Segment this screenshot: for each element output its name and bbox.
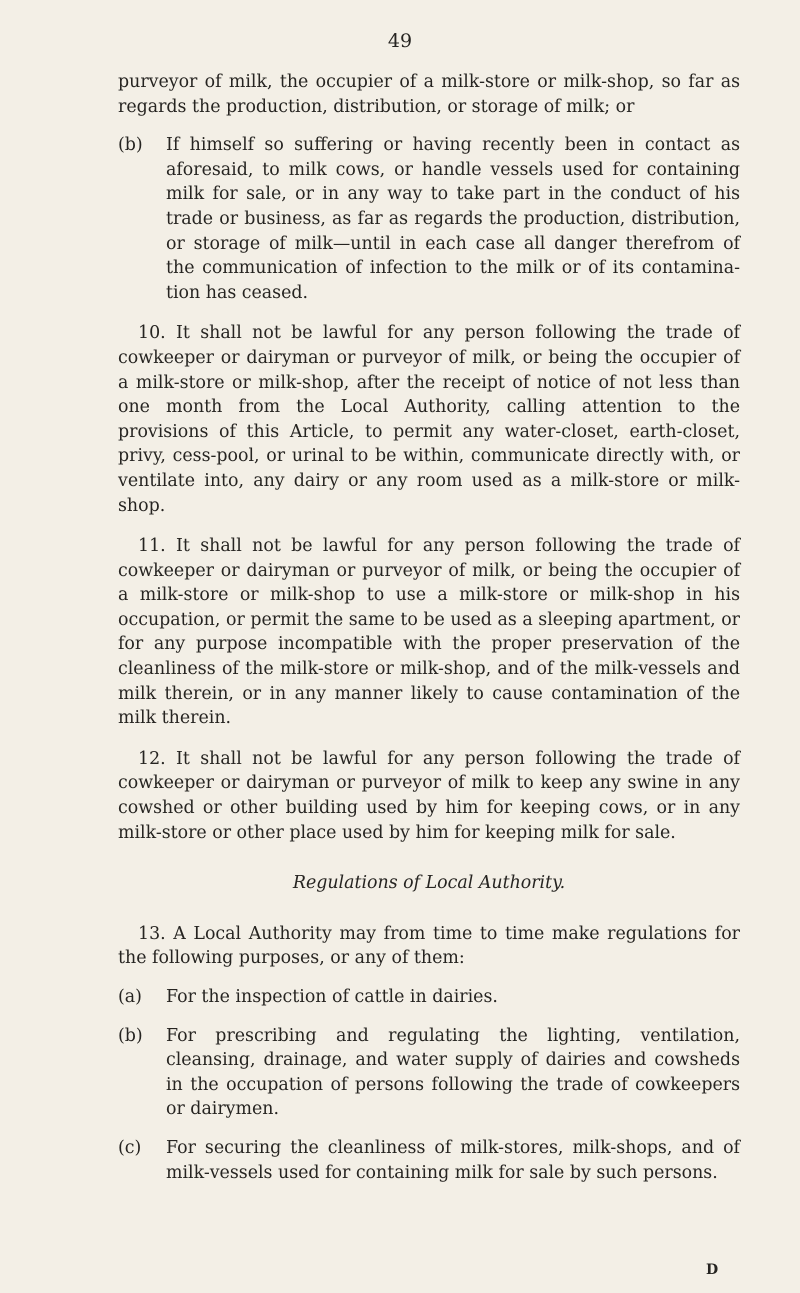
clause-b-13 [118,1024,740,1122]
section-12: 12. It shall not be lawful for any person following the trade of cowkeeper or dairyman or purveyor of milk to keep any swine in any cowshed or other building used by him for keeping cows, or in any milk-store or other place used by him for keeping milk for sale. [118,748,740,843]
page-number: 49 [387,30,413,52]
paragraph-continuation: purveyor of milk, the occupier of a milk-store or milk-shop, so far as regards the production, distribution, or storage of milk; or [118,72,740,117]
section-10: 10. It shall not be lawful for any person following the trade of cowkeeper or dairyman or purveyor of milk, or being the occupier of a milk-store or milk-shop, after the receipt of notice of not less than one month from the Local Authority, calling attention to the provisions of this Article, to permit any water-closet, earth-closet, privy, cess-pool, or urinal to be within, communicate directly with, or ventilate into, any dairy or any room used as a milk-store or milk-shop. [118,323,740,516]
clause-b-13-text: For prescribing and regulating the lighting, ventilation, cleansing, drainage, and water supply of dairies and cowsheds in the occupation of persons following the trade of cowkeepers or dairymen. [166,1025,740,1120]
section-11: 11. It shall not be lawful for any person following the trade of cowkeeper or dairyman or purveyor of milk, or being the occupier of a milk-store or milk-shop to use a milk-store or milk-shop in his occupation, or permit the same to be used as a sleeping apartment, or for any purpose incompatible with the proper preservation of the cleanliness of the milk-store or milk-shop, and of the milk-vessels and milk therein, or in any manner likely to cause contamination of the milk therein. [118,536,740,729]
clause-c-text: For securing the cleanliness of milk-stores, milk-shops, and of milk-vessels used for containing milk for sale by such persons. [166,1137,740,1183]
clause-b-13-marker: (b) [118,1025,143,1046]
page-body [118,70,740,1185]
signature-mark: D [706,1262,719,1278]
clause-a [118,985,740,1010]
clause-c-marker: (c) [118,1137,142,1158]
clause-c [118,1136,740,1185]
clause-a-marker: (a) [118,987,142,1007]
section-13: 13. A Local Authority may from time to time make regulations for the following purposes, or any of them: [118,923,740,969]
clause-b-text: If himself so suffering or having recently been in contact as aforesaid, to milk cows, or handle vessels used for containing milk for sale, or in any way to take part in the conduct of his trade or business, as far as regards the production, distribution, or storage of milk—until in each case all danger therefrom of the communication of infection to the milk or of its contamina-tion has ceased. [166,135,740,303]
clause-b [118,133,740,305]
clause-a-text: For the inspection of cattle in dairies. [166,987,498,1007]
section-heading: Regulations of Local Authority. [292,873,566,894]
clause-b-marker: (b) [118,135,143,156]
